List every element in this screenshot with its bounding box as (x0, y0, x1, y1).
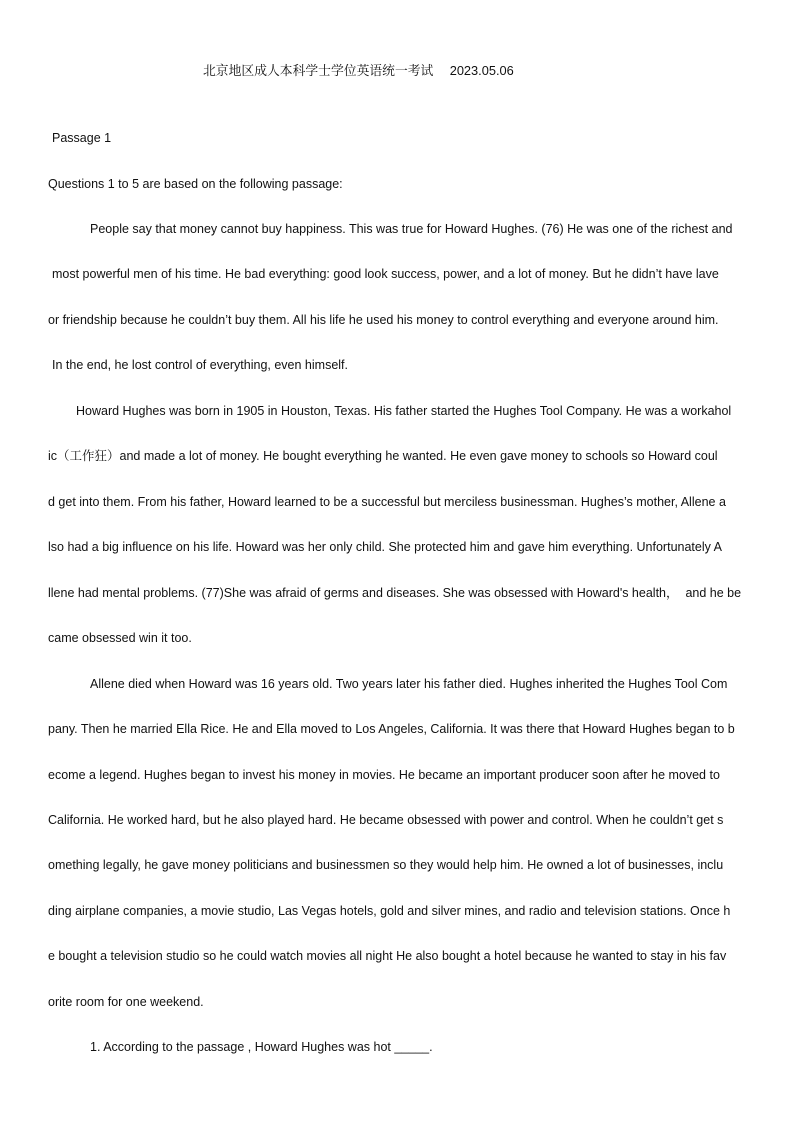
passage-line: came obsessed win it too. (48, 631, 192, 645)
passage-line: omething legally, he gave money politicians and businessmen so they would help him. He owned a lot of businesses, inclu (48, 858, 724, 872)
instructions: Questions 1 to 5 are based on the following passage: (48, 177, 343, 191)
passage-line: ecome a legend. Hughes began to invest his money in movies. He became an important producer soon after he moved to (48, 768, 720, 782)
passage-line: California. He worked hard, but he also played hard. He became obsessed with power and control. When he couldn’t get s (48, 813, 724, 827)
passage-line: pany. Then he married Ella Rice. He and Ella moved to Los Angeles, California. It was there that Howard Hughes began to b (48, 722, 735, 736)
passage-line: In the end, he lost control of everything, even himself. (52, 358, 349, 372)
passage-line: e bought a television studio so he could watch movies all night He also bought a hotel because he wanted to stay in his fav (48, 949, 727, 963)
passage-label: Passage 1 (52, 131, 112, 145)
passage-line: llene had mental problems. (77)She was afraid of germs and diseases. She was obsessed with Howard's health， and he be (48, 586, 742, 600)
document-title: 北京地区成人本科学士学位英语统一考试 2023.05.06 (203, 63, 514, 78)
passage-line: orite room for one weekend. (48, 995, 204, 1009)
passage-line: Howard Hughes was born in 1905 in Houston, Texas. His father started the Hughes Tool Company. He was a workahol (76, 404, 732, 418)
passage-line: People say that money cannot buy happiness. This was true for Howard Hughes. (76) He was one of the richest and (90, 222, 733, 236)
question-1: 1. According to the passage , Howard Hughes was hot _____. (90, 1040, 433, 1054)
passage-line: ding airplane companies, a movie studio, Las Vegas hotels, gold and silver mines, and radio and television stations. Once h (48, 904, 731, 918)
passage-line: lso had a big influence on his life. Howard was her only child. She protected him and gave him everything. Unfortunately A (48, 540, 722, 554)
passage-line: Allene died when Howard was 16 years old. Two years later his father died. Hughes inherited the Hughes Tool Com (90, 677, 728, 691)
passage-line: ic（工作狂）and made a lot of money. He bought everything he wanted. He even gave money to schools so Howard coul (48, 449, 718, 463)
passage-line: most powerful men of his time. He bad everything: good look success, power, and a lot of money. But he didn’t have lave (52, 267, 719, 281)
passage-line: d get into them. From his father, Howard learned to be a successful but merciless businessman. Hughes’s mother, Allene a (48, 495, 726, 509)
passage-line: or friendship because he couldn’t buy them. All his life he used his money to control everything and everyone around him. (48, 313, 719, 327)
